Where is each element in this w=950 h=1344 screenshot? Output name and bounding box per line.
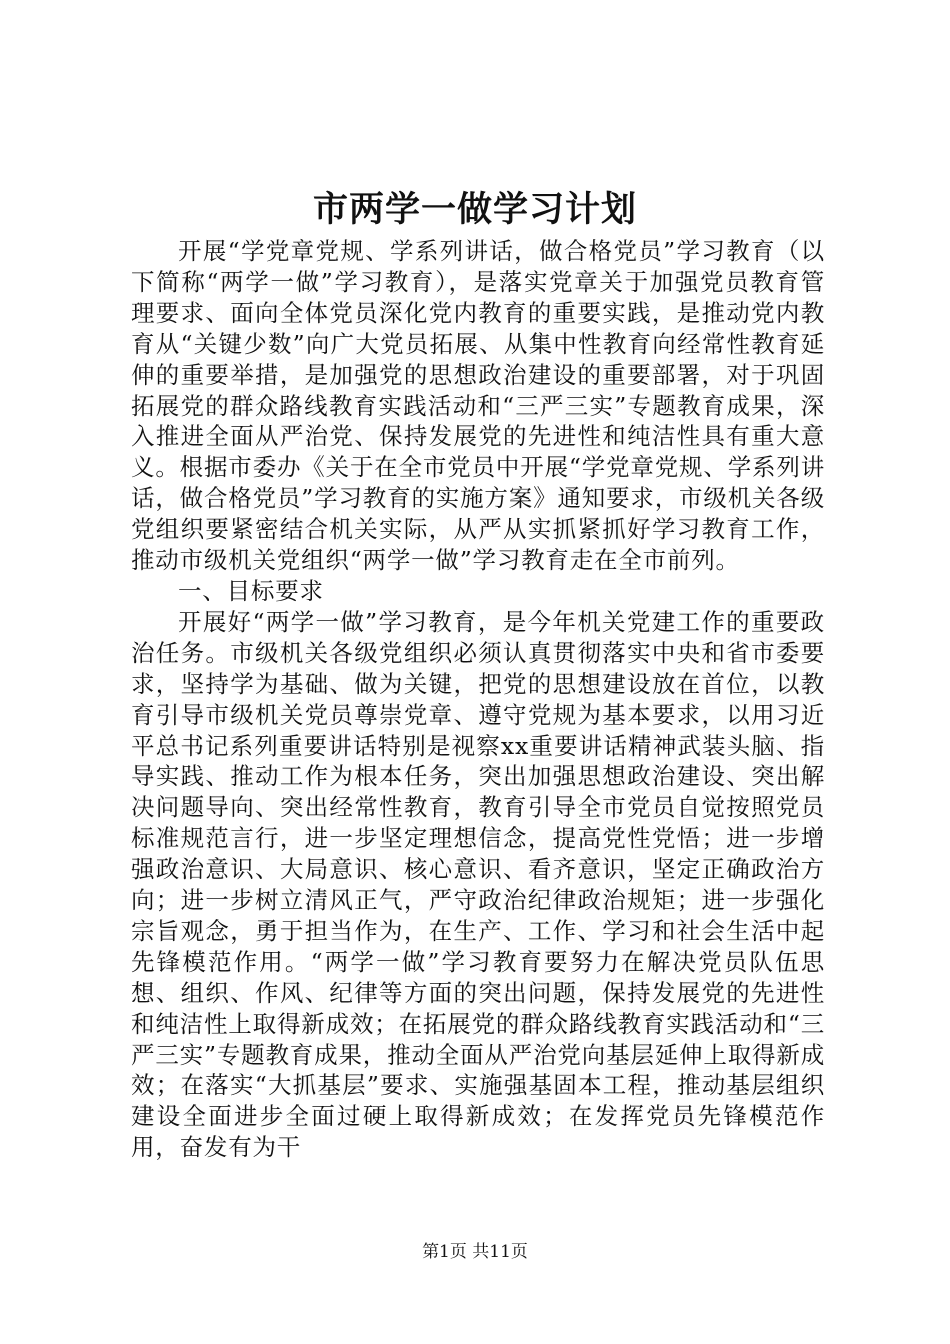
page-footer: 第1页 共11页 [422, 1242, 528, 1262]
document-title: 市两学一做学习计划 [312, 189, 637, 230]
goals-paragraph: 开展好“两学一做”学习教育，是今年机关党建工作的重要政治任务。市级机关各级党组织必须认真贯彻落实中央和省市委要求，坚持学为基础、做为关键，把党的思想建设放在首位，以教育引导市级机关党员尊崇党章、遵守党规为基本要求，以用习近平总书记系列重要讲话特别是视察xx重要讲话精神武装头脑、指导实践、推动工作为根本任务，突出加强思想政治建设、突出解决问题导向、突出经常性教育，教育引导全市党员自觉按照党员标准规范言行，进一步坚定理想信念，提高党性党悟；进一步增强政治意识、大局意识、核心意识、看齐意识，坚定正确政治方向；进一步树立清风正气，严守政治纪律政治规矩；进一步强化宗旨观念，勇于担当作为，在生产、工作、学习和社会生活中起先锋模范作用。“两学一做”学习教育要努力在解决党员队伍思想、组织、作风、纪律等方面的突出问题，保持发展党的先进性和纯洁性上取得新成效；在拓展党的群众路线教育实践活动和“三严三实”专题教育成果，推动全面从严治党向基层延伸上取得新成效；在落实“大抓基层”要求、实施强基固本工程，推动基层组织建设全面进步全面过硬上取得新成效；在发挥党员先锋模范作用，奋发有为干 [131, 607, 825, 1162]
document-body [131, 236, 825, 1163]
section-heading: 一、目标要求 [178, 576, 324, 605]
intro-paragraph: 开展“学党章党规、学系列讲话，做合格党员”学习教育（以下简称“两学一做”学习教育），是落实党章关于加强党员教育管理要求、面向全体党员深化党内教育的重要实践，是推动党内教育从“关键少数”向广大党员拓展、从集中性教育向经常性教育延伸的重要举措，是加强党的思想政治建设的重要部署，对于巩固拓展党的群众路线教育实践活动和“三严三实”专题教育成果，深入推进全面从严治党、保持发展党的先进性和纯洁性具有重大意义。根据市委办《关于在全市党员中开展“学党章党规、学系列讲话，做合格党员”学习教育的实施方案》通知要求，市级机关各级党组织要紧密结合机关实际，从严从实抓紧抓好学习教育工作，推动市级机关党组织“两学一做”学习教育走在全市前列。 [131, 237, 825, 575]
